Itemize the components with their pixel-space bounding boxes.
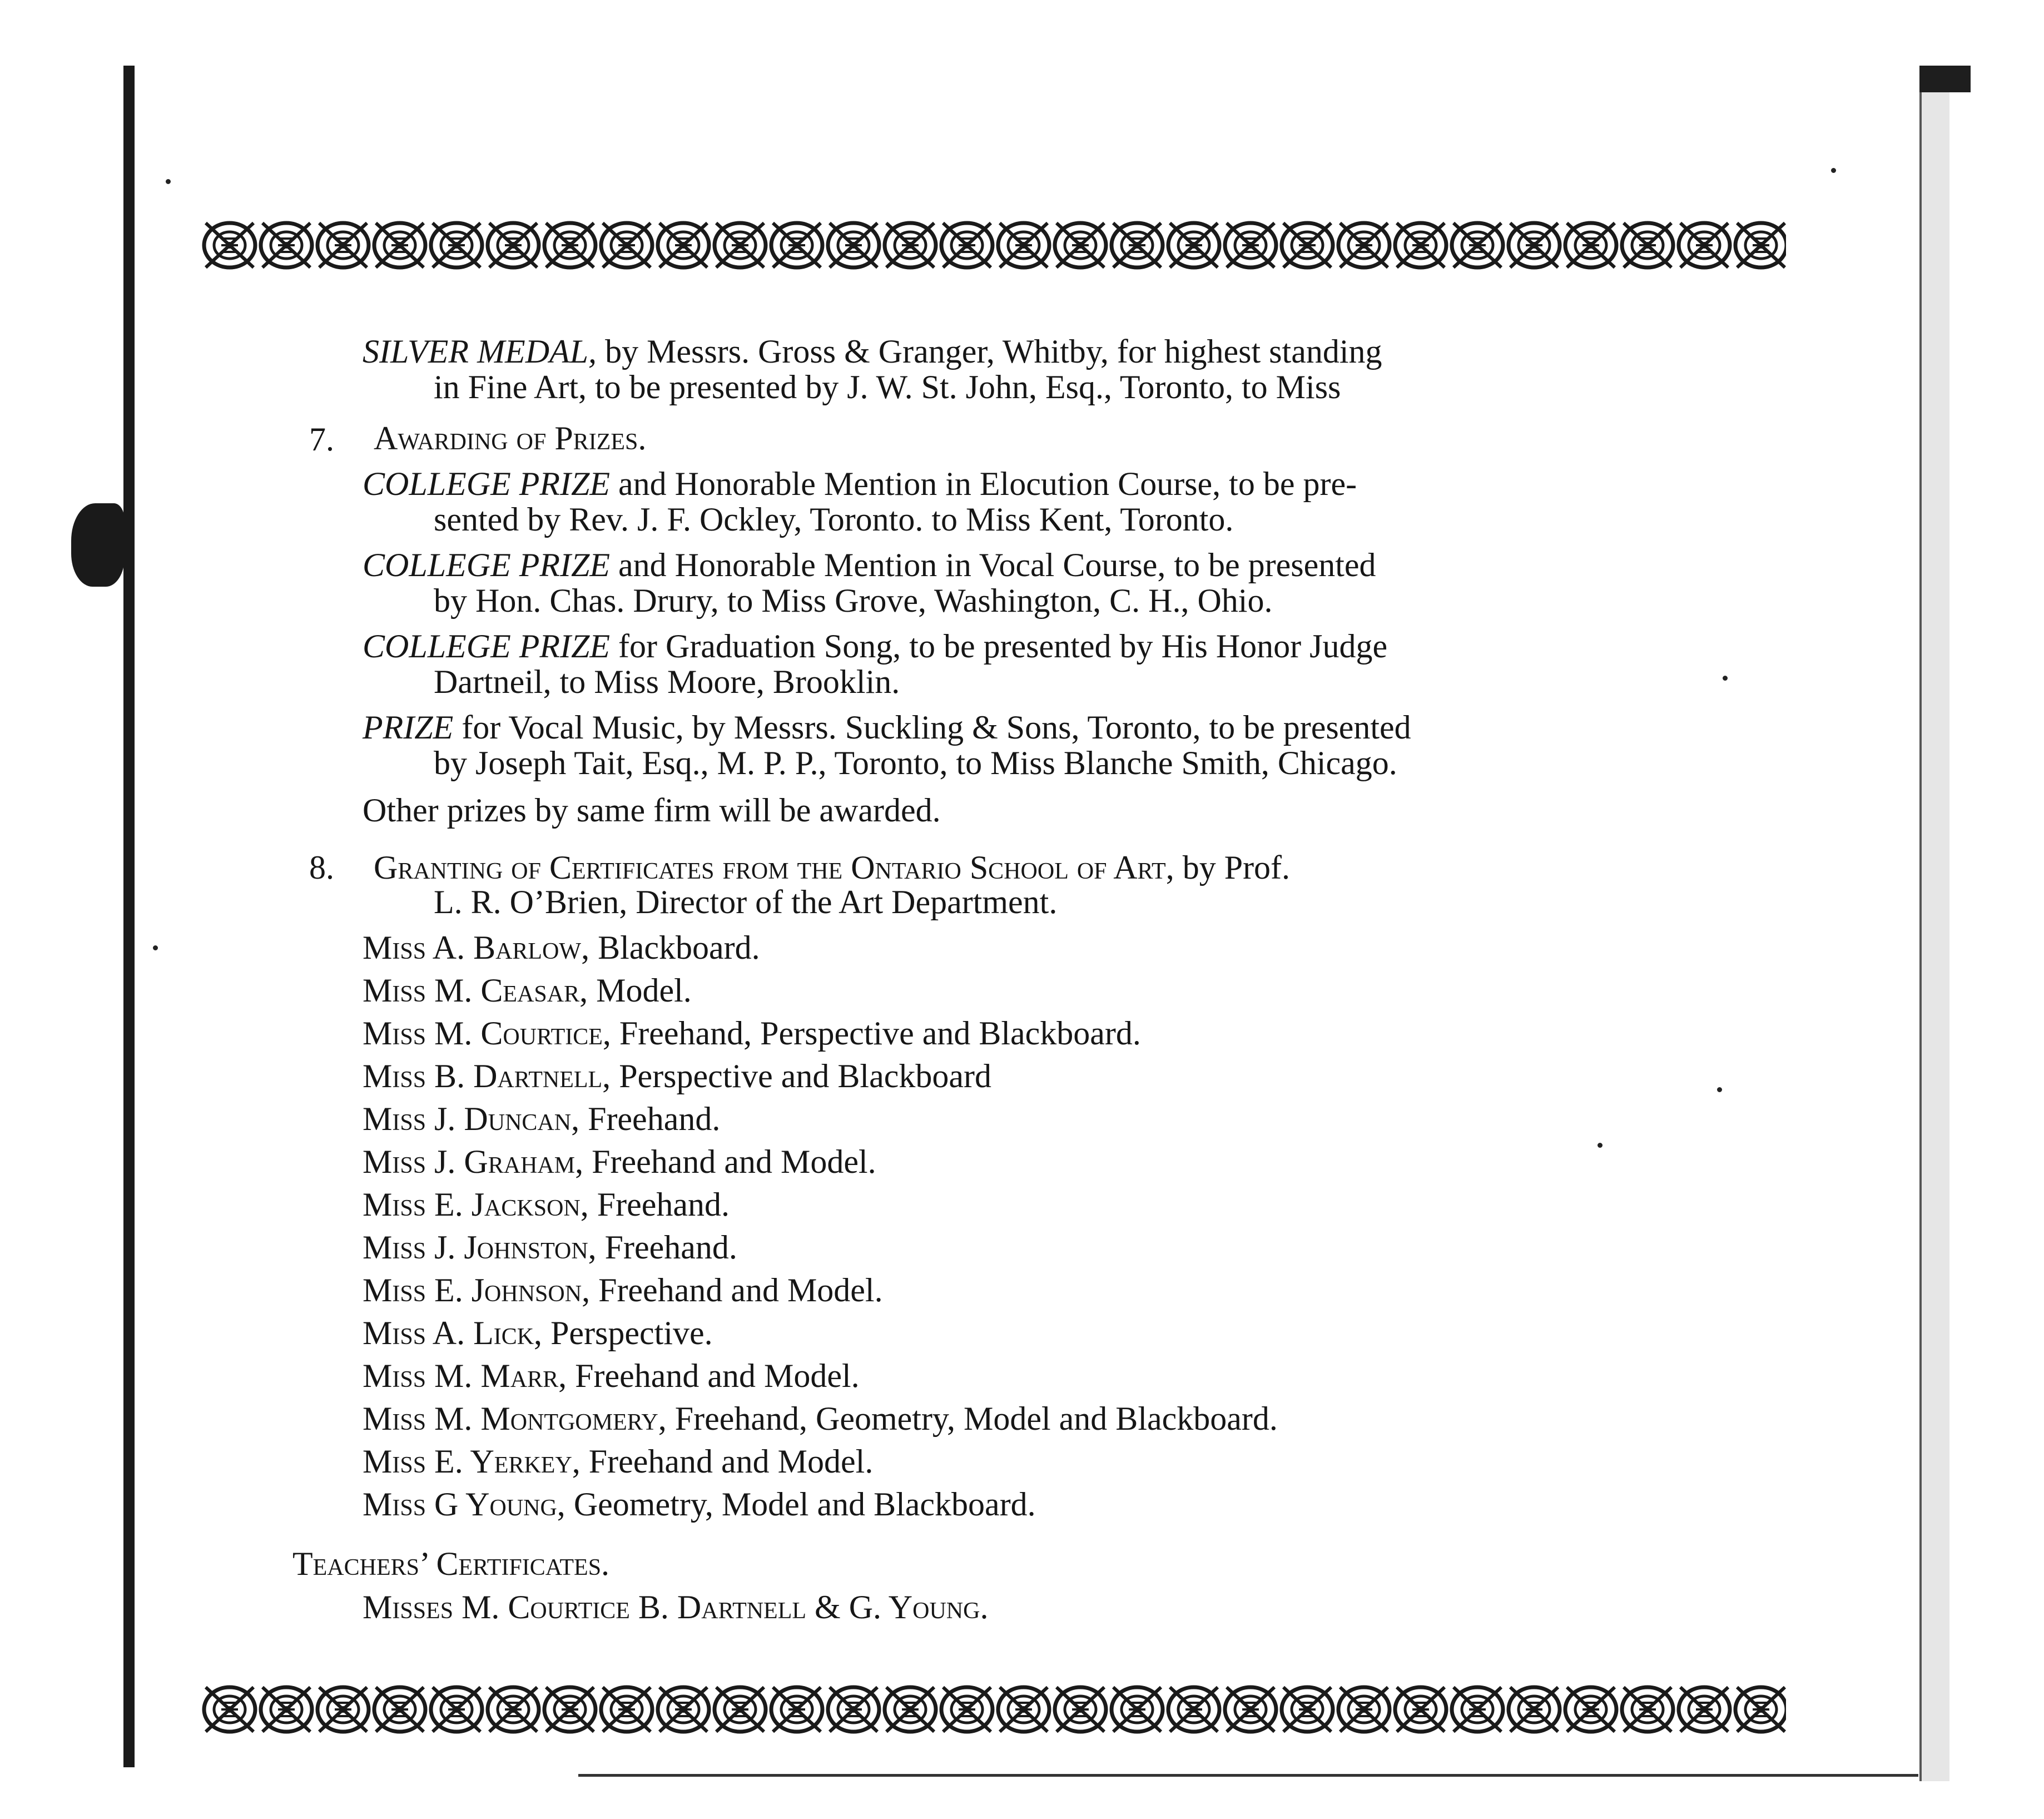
prize-line2: by Joseph Tait, Esq., M. P. P., Toronto, to Miss Blanche Smith, Chicago. xyxy=(434,745,1397,781)
certificate-row xyxy=(363,1272,883,1308)
certificate-detail: Freehand. xyxy=(604,1229,737,1266)
certificate-row xyxy=(363,1315,713,1351)
section-8-number: 8. xyxy=(309,849,334,886)
certificate-detail: Freehand and Model. xyxy=(588,1443,874,1480)
prize-line1: and Honorable Mention in Elocution Course, to be pre- xyxy=(618,465,1357,502)
prize-line2: by Hon. Chas. Drury, to Miss Grove, Washington, C. H., Ohio. xyxy=(434,582,1273,619)
certificate-name: Miss M. Marr, xyxy=(363,1357,567,1394)
certificate-detail: Model. xyxy=(596,972,692,1009)
prize-entry xyxy=(363,466,1708,537)
certificate-detail: Perspective and Blackboard xyxy=(619,1058,991,1094)
certificate-name: Miss B. Dartnell, xyxy=(363,1058,611,1094)
certificate-row xyxy=(363,1187,730,1222)
certificate-name: Miss M. Courtice, xyxy=(363,1015,611,1052)
silver-medal-entry xyxy=(363,334,1708,405)
prize-title: COLLEGE PRIZE xyxy=(363,547,611,583)
certificate-row xyxy=(363,973,692,1008)
section-8-heading-line xyxy=(374,850,1290,885)
certificate-row xyxy=(363,1144,876,1179)
section-8-subheading: L. R. O’Brien, Director of the Art Department. xyxy=(434,884,1058,920)
section-8-heading: Granting of Certificates from the Ontario School of Art, xyxy=(374,849,1174,886)
prize-title: COLLEGE PRIZE xyxy=(363,628,611,665)
certificate-row xyxy=(363,930,760,965)
certificate-row xyxy=(363,1401,1278,1436)
certificate-detail: Blackboard. xyxy=(598,929,760,966)
certificate-name: Miss A. Lick, xyxy=(363,1315,543,1351)
teachers-names: Misses M. Courtice B. Dartnell & G. Young. xyxy=(363,1589,989,1625)
other-prizes-note: Other prizes by same firm will be awarded. xyxy=(363,792,941,829)
certificate-row xyxy=(363,1101,720,1137)
certificate-name: Miss J. Duncan, xyxy=(363,1101,580,1137)
prize-entry xyxy=(363,710,1708,781)
certificate-row xyxy=(363,1486,1036,1522)
section-7-number: 7. xyxy=(309,421,334,458)
certificate-name: Miss M. Ceasar, xyxy=(363,972,588,1009)
certificate-detail: Freehand. xyxy=(588,1101,721,1137)
prize-line1: for Graduation Song, to be presented by His Honor Judge xyxy=(618,628,1388,665)
certificate-name: Miss E. Johnson, xyxy=(363,1272,591,1309)
silver-medal-title: SILVER MEDAL, xyxy=(363,333,597,370)
silver-medal-line2: in Fine Art, to be presented by J. W. St. John, Esq., Toronto, to Miss xyxy=(434,369,1341,405)
section-7-heading: Awarding of Prizes. xyxy=(374,420,647,457)
certificate-name: Miss M. Montgomery, xyxy=(363,1400,667,1437)
prize-title: PRIZE xyxy=(363,709,454,746)
certificate-detail: Freehand. xyxy=(597,1186,730,1223)
certificate-name: Miss J. Graham, xyxy=(363,1143,584,1180)
prize-entry xyxy=(363,628,1708,700)
certificate-name: Miss J. Johnston, xyxy=(363,1229,597,1266)
certificate-detail: Geometry, Model and Blackboard. xyxy=(573,1486,1036,1523)
certificate-name: Miss G Young, xyxy=(363,1486,565,1523)
prize-line1: and Honorable Mention in Vocal Course, to be presented xyxy=(618,547,1376,583)
certificate-detail: Freehand and Model. xyxy=(575,1357,860,1394)
certificate-row xyxy=(363,1444,873,1479)
teachers-heading: Teachers’ Certificates. xyxy=(292,1545,610,1582)
certificate-detail: Freehand, Geometry, Model and Blackboard. xyxy=(674,1400,1278,1437)
certificate-detail: Freehand and Model. xyxy=(592,1143,876,1180)
certificate-detail: Freehand, Perspective and Blackboard. xyxy=(619,1015,1141,1052)
certificate-detail: Freehand and Model. xyxy=(598,1272,883,1309)
certificate-row xyxy=(363,1230,737,1265)
prize-title: COLLEGE PRIZE xyxy=(363,465,611,502)
prize-line2: sented by Rev. J. F. Ockley, Toronto. to Miss Kent, Toronto. xyxy=(434,501,1234,538)
certificate-row xyxy=(363,1058,991,1094)
prize-line1: for Vocal Music, by Messrs. Suckling & Sons, Toronto, to be presented xyxy=(462,709,1411,746)
certificate-name: Miss E. Yerkey, xyxy=(363,1443,581,1480)
prize-entry xyxy=(363,547,1708,618)
certificate-name: Miss E. Jackson, xyxy=(363,1186,589,1223)
section-8-heading-tail: by Prof. xyxy=(1182,849,1291,886)
certificate-detail: Perspective. xyxy=(550,1315,713,1351)
certificate-row xyxy=(363,1015,1141,1051)
prize-line2: Dartneil, to Miss Moore, Brooklin. xyxy=(434,663,900,700)
silver-medal-line1: by Messrs. Gross & Granger, Whitby, for highest standing xyxy=(605,333,1382,370)
certificate-row xyxy=(363,1358,860,1394)
certificate-name: Miss A. Barlow, xyxy=(363,929,590,966)
